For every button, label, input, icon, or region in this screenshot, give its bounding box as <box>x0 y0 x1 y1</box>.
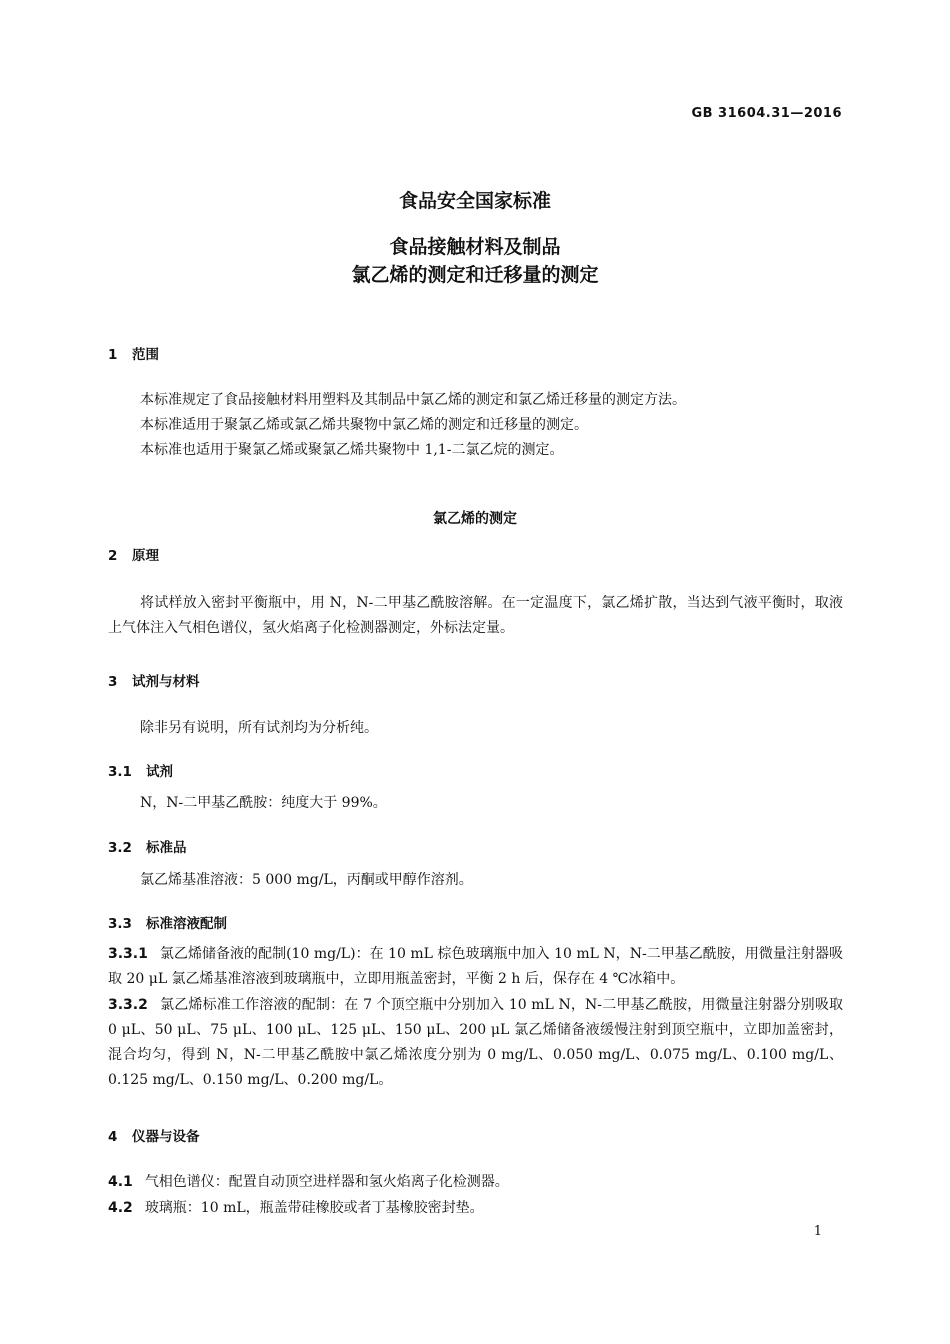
title-line-1: 食品安全国家标准 <box>398 190 551 212</box>
title-line-2: 食品接触材料及制品 <box>389 236 561 258</box>
section-2-heading <box>108 544 159 564</box>
clause-text: 氯乙烯储备液的配制(10 mg/L)：在 10 mL 棕色玻璃瓶中加入 10 mL N，N-二甲基乙酰胺，用微量注射器吸取 20 μL 氯乙烯基准溶液到玻璃瓶中，立即用瓶盖密封，平衡 2 h 后，保存在 4 ℃冰箱中。 <box>108 946 843 987</box>
section-3-heading <box>108 670 200 690</box>
section-title: 试剂 <box>146 764 173 780</box>
clause-number: 4.1 <box>108 1174 133 1190</box>
section-number: 3.3 <box>108 916 132 932</box>
section-title: 原理 <box>132 548 159 564</box>
section-number: 3.1 <box>108 764 132 780</box>
clause-3-3-2 <box>108 993 843 1093</box>
paragraph: N，N-二甲基乙酰胺：纯度大于 99%。 <box>140 795 387 811</box>
page-number: 1 <box>813 1224 822 1239</box>
section-number: 1 <box>108 347 118 363</box>
clause-number: 3.3.1 <box>108 946 148 962</box>
clause-number: 4.2 <box>108 1200 133 1216</box>
paragraph: 氯乙烯基准溶液：5 000 mg/L，丙酮或甲醇作溶剂。 <box>140 872 473 888</box>
paragraph: 本标准适用于聚氯乙烯或氯乙烯共聚物中氯乙烯的测定和迁移量的测定。 <box>140 417 588 433</box>
clause-text: 气相色谱仪：配置自动顶空进样器和氢火焰离子化检测器。 <box>144 1174 509 1190</box>
paragraph: 将试样放入密封平衡瓶中，用 N，N-二甲基乙酰胺溶解。在一定温度下，氯乙烯扩散，当达到气液平衡时，取液上气体注入气相色谱仪，氢火焰离子化检测器测定，外标法定量。 <box>108 595 843 636</box>
clause-number: 3.3.2 <box>108 997 148 1013</box>
section-title: 标准溶液配制 <box>146 916 227 932</box>
section-number: 4 <box>108 1129 118 1145</box>
title-line-3: 氯乙烯的测定和迁移量的测定 <box>351 264 599 286</box>
clause-4-2 <box>108 1196 843 1221</box>
paragraph: 除非另有说明，所有试剂均为分析纯。 <box>140 720 378 736</box>
section-title: 标准品 <box>146 840 187 856</box>
standard-code: GB 31604.31—2016 <box>691 106 842 121</box>
subsection-3-2-heading <box>108 836 187 856</box>
part-title: 氯乙烯的测定 <box>433 511 517 527</box>
section-number: 3 <box>108 674 118 690</box>
clause-text: 氯乙烯标准工作溶液的配制：在 7 个顶空瓶中分别加入 10 mL N，N-二甲基乙酰胺，用微量注射器分别吸取 0 μL、50 μL、75 μL、100 μL、125 μL、150 μL、200 μL 氯乙烯储备液缓慢注射到顶空瓶中，立即加盖密封，混合均匀，得到 N，N-二甲基乙酰胺中氯乙烯浓度分别为 0 mg/L、0.050 mg/L、0.075 mg/L、0.100 mg/L、0.125 mg/L、0.150 mg/L、0.200 mg/L。 <box>108 997 843 1088</box>
clause-4-1 <box>108 1170 843 1195</box>
paragraph: 本标准规定了食品接触材料用塑料及其制品中氯乙烯的测定和氯乙烯迁移量的测定方法。 <box>140 392 686 408</box>
section-number: 2 <box>108 548 118 564</box>
subsection-3-1-heading <box>108 760 173 780</box>
paragraph: 本标准也适用于聚氯乙烯或聚氯乙烯共聚物中 1,1-二氯乙烷的测定。 <box>140 442 564 458</box>
clause-3-3-1 <box>108 942 843 992</box>
section-number: 3.2 <box>108 840 132 856</box>
subsection-3-3-heading <box>108 912 227 932</box>
section-1-heading <box>108 343 159 363</box>
section-4-heading <box>108 1125 200 1145</box>
clause-text: 玻璃瓶：10 mL，瓶盖带硅橡胶或者丁基橡胶密封垫。 <box>144 1200 484 1216</box>
section-title: 仪器与设备 <box>132 1129 200 1145</box>
section-title: 试剂与材料 <box>132 674 200 690</box>
section-title: 范围 <box>132 347 159 363</box>
